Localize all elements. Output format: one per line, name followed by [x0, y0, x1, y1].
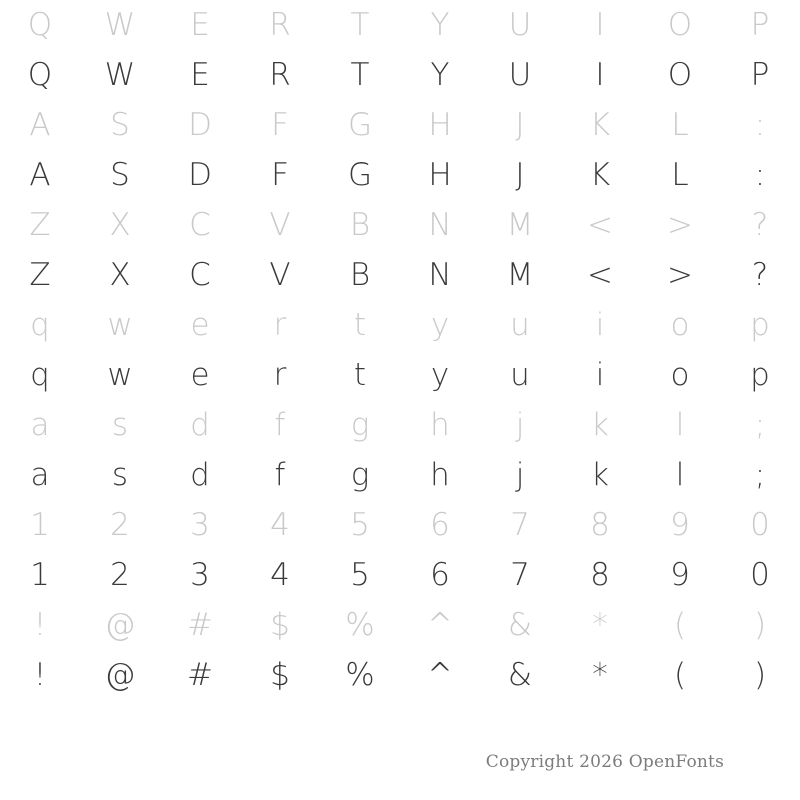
glyph-reference: ! — [33, 606, 47, 643]
glyph-reference: 0 — [750, 506, 770, 543]
glyph-sample: 7 — [510, 556, 530, 593]
glyph-sample: N — [428, 256, 452, 293]
glyph-reference: # — [187, 606, 213, 643]
glyph-reference: q — [30, 306, 50, 343]
glyph-reference: 7 — [510, 506, 530, 543]
glyph-sample: * — [592, 656, 608, 693]
glyph-sample: % — [345, 656, 375, 693]
glyph-reference: W — [104, 6, 136, 43]
glyph-sample: a — [30, 456, 50, 493]
glyph-reference: I — [595, 6, 605, 43]
glyph-reference: ; — [754, 406, 766, 443]
glyph-reference: > — [667, 206, 693, 243]
glyph-reference: & — [507, 606, 533, 643]
glyph-reference: r — [273, 306, 287, 343]
glyph-reference: < — [587, 206, 613, 243]
glyph-reference: % — [345, 606, 375, 643]
glyph-sample: d — [190, 456, 210, 493]
glyph-reference: E — [190, 6, 210, 43]
glyph-reference: $ — [270, 606, 290, 643]
glyph-sample: H — [428, 156, 452, 193]
glyph-reference: e — [190, 306, 210, 343]
glyph-sample: 6 — [430, 556, 450, 593]
glyph-reference: U — [508, 6, 532, 43]
glyph-sample: M — [506, 256, 534, 293]
glyph-reference: ? — [751, 206, 769, 243]
glyph-sample: e — [190, 356, 210, 393]
glyph-reference: B — [349, 206, 371, 243]
glyph-reference: 6 — [430, 506, 450, 543]
glyph-reference: Y — [430, 6, 450, 43]
glyph-sample: V — [269, 256, 291, 293]
glyph-sample: E — [190, 56, 210, 93]
glyph-reference: D — [188, 106, 212, 143]
glyph-reference: g — [350, 406, 370, 443]
glyph-sample: Q — [27, 56, 53, 93]
glyph-reference: w — [107, 306, 133, 343]
glyph-reference: 8 — [590, 506, 610, 543]
glyph-reference: * — [592, 606, 608, 643]
glyph-sample: < — [587, 256, 613, 293]
glyph-sample: P — [750, 56, 770, 93]
glyph-sample: G — [347, 156, 373, 193]
glyph-reference: S — [110, 106, 130, 143]
glyph-reference: j — [515, 406, 525, 443]
glyph-reference: @ — [104, 606, 136, 643]
glyph-sample: w — [107, 356, 133, 393]
glyph-reference: : — [754, 106, 766, 143]
glyph-sample: r — [273, 356, 287, 393]
glyph-sample: g — [350, 456, 370, 493]
glyph-sample: & — [507, 656, 533, 693]
glyph-sample: ^ — [427, 656, 453, 693]
glyph-sample: O — [667, 56, 693, 93]
glyph-reference: 3 — [190, 506, 210, 543]
glyph-sample: j — [515, 456, 525, 493]
glyph-sample: h — [430, 456, 450, 493]
glyph-reference: 4 — [270, 506, 290, 543]
glyph-reference: h — [430, 406, 450, 443]
glyph-sample: 2 — [110, 556, 130, 593]
glyph-reference: p — [750, 306, 770, 343]
glyph-sample: t — [353, 356, 367, 393]
glyph-reference: k — [591, 406, 609, 443]
glyph-sample: ! — [33, 656, 47, 693]
glyph-reference: 5 — [350, 506, 370, 543]
glyph-reference: L — [671, 106, 689, 143]
glyph-reference: Z — [29, 206, 51, 243]
glyph-reference: s — [111, 406, 129, 443]
glyph-sample: $ — [270, 656, 290, 693]
glyph-sample: s — [111, 456, 129, 493]
glyph-reference: 2 — [110, 506, 130, 543]
glyph-reference: t — [353, 306, 367, 343]
glyph-reference: 1 — [30, 506, 50, 543]
glyph-sample: T — [350, 56, 370, 93]
glyph-reference: u — [510, 306, 530, 343]
glyph-reference: ) — [753, 606, 767, 643]
glyph-sample: 9 — [670, 556, 690, 593]
glyph-reference: F — [271, 106, 289, 143]
glyph-reference: ^ — [427, 606, 453, 643]
glyph-reference: i — [595, 306, 605, 343]
glyph-reference: P — [750, 6, 770, 43]
glyph-reference: J — [515, 106, 525, 143]
glyph-sample: R — [269, 56, 291, 93]
glyph-reference: A — [29, 106, 51, 143]
glyph-sample: D — [188, 156, 212, 193]
glyph-sample: ; — [754, 456, 766, 493]
glyph-reference: T — [350, 6, 370, 43]
glyph-sample: 1 — [30, 556, 50, 593]
glyph-sample: B — [349, 256, 371, 293]
glyph-reference: f — [274, 406, 286, 443]
glyph-sample: o — [670, 356, 690, 393]
glyph-reference: M — [506, 206, 534, 243]
glyph-reference: o — [670, 306, 690, 343]
glyph-sample: ( — [673, 656, 687, 693]
glyph-sample: i — [595, 356, 605, 393]
glyph-reference: O — [667, 6, 693, 43]
glyph-sample: Z — [29, 256, 51, 293]
glyph-reference: R — [269, 6, 291, 43]
glyph-sample: @ — [104, 656, 136, 693]
glyph-reference: V — [269, 206, 291, 243]
glyph-sample: 3 — [190, 556, 210, 593]
glyph-sample: K — [589, 156, 611, 193]
glyph-sample: J — [515, 156, 525, 193]
glyph-sample: 0 — [750, 556, 770, 593]
glyph-sample: ) — [753, 656, 767, 693]
glyph-reference: a — [30, 406, 50, 443]
glyph-sample: L — [671, 156, 689, 193]
glyph-sample: k — [591, 456, 609, 493]
glyph-sample: q — [30, 356, 50, 393]
glyph-sample: f — [274, 456, 286, 493]
glyph-reference: C — [189, 206, 211, 243]
glyph-sample: U — [508, 56, 532, 93]
glyph-sample: F — [271, 156, 289, 193]
glyph-reference: K — [589, 106, 611, 143]
glyph-sample: S — [110, 156, 130, 193]
glyph-reference: Q — [27, 6, 53, 43]
glyph-sample: > — [667, 256, 693, 293]
glyph-sample: C — [189, 256, 211, 293]
copyright-notice: Copyright 2026 OpenFonts — [485, 752, 724, 772]
glyph-sample: I — [595, 56, 605, 93]
glyph-sample: W — [104, 56, 136, 93]
glyph-sample: 4 — [270, 556, 290, 593]
glyph-sample: ? — [751, 256, 769, 293]
glyph-reference: d — [190, 406, 210, 443]
glyph-reference: X — [109, 206, 131, 243]
glyph-sample: A — [29, 156, 51, 193]
glyph-reference: N — [428, 206, 452, 243]
glyph-sample: 8 — [590, 556, 610, 593]
glyph-sample: p — [750, 356, 770, 393]
glyph-reference: H — [428, 106, 452, 143]
glyph-sample: y — [430, 356, 450, 393]
glyph-sample: # — [187, 656, 213, 693]
glyph-reference: l — [675, 406, 685, 443]
glyph-sample: X — [109, 256, 131, 293]
glyph-reference: ( — [673, 606, 687, 643]
glyph-sample: 5 — [350, 556, 370, 593]
glyph-sample: l — [675, 456, 685, 493]
glyph-reference: y — [430, 306, 450, 343]
glyph-reference: G — [347, 106, 373, 143]
glyph-sample: : — [754, 156, 766, 193]
glyph-sample: Y — [430, 56, 450, 93]
glyph-reference: 9 — [670, 506, 690, 543]
glyph-sample: u — [510, 356, 530, 393]
